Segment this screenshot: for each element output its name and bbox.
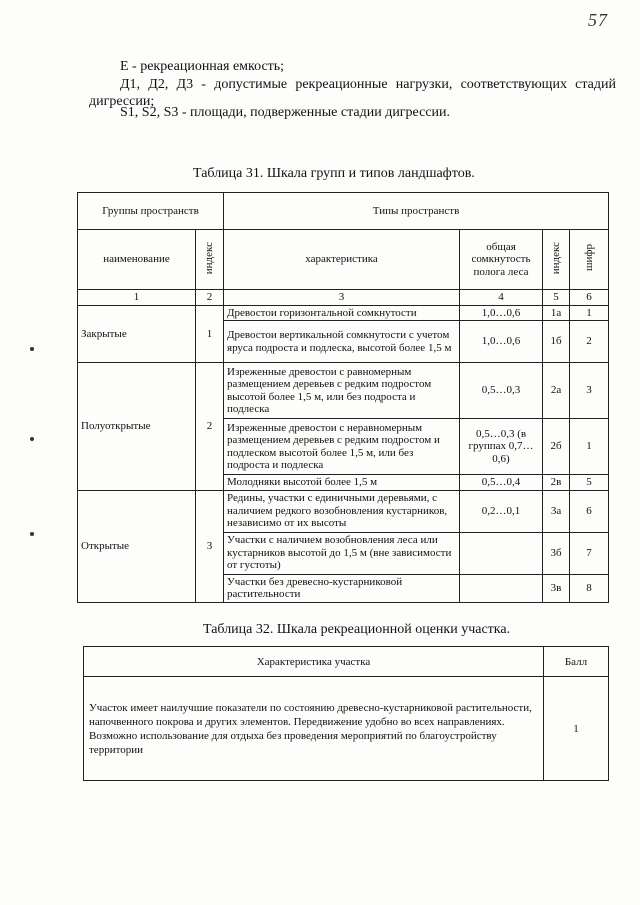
text-line-capacity: E - рекреационная емкость; [120,59,285,74]
row-characteristic: Молодняки высотой более 1,5 м [224,475,460,491]
header-index: индекс [203,241,216,274]
table32-caption: Таблица 32. Шкала рекреационной оценки участка. [203,622,511,637]
header-characteristic: характеристика [224,230,460,290]
table-row [78,363,609,419]
header-name: наименование [78,230,196,290]
row-index: 1а [543,305,570,321]
site-characteristic: Участок имеет наилучшие показатели по состоянию древесно-кустарниковой растительности, напочвенного покрова и других элементов. Передвижение удобно во всех направлениях. Возможно использование для отдыха без проведения мероприятий по благоустройству территории [84,677,544,781]
row-density: 0,5…0,3 (в группах 0,7…0,6) [460,419,543,475]
group-index: 3 [196,490,224,602]
header-site-characteristic: Характеристика участка [84,647,544,677]
row-index: 3б [543,532,570,574]
page-number: 57 [588,10,608,30]
row-characteristic: Изреженные древостои с равномерным размещением деревьев с редким подростом высотой более 1,5 м, или без подроста и подлеска [224,363,460,419]
col-num: 4 [460,290,543,306]
row-code: 6 [570,490,609,532]
row-density [460,532,543,574]
recreation-score-table [83,646,609,781]
group-name: Открытые [78,490,196,602]
row-density: 0,5…0,4 [460,475,543,491]
row-code: 5 [570,475,609,491]
table-row [78,490,609,532]
row-code: 3 [570,363,609,419]
header-density: общая сомкнутость полога леса [460,230,543,290]
text-line-loads: Д1, Д2, Д3 - допустимые рекреационные нагрузки, соответствующих стадий [120,77,616,92]
row-characteristic: Древостои вертикальной сомкнутости с учетом яруса подроста и подлеска, высотой более 1,5 м [224,321,460,363]
header-index2-cell [543,230,570,290]
row-characteristic: Участки с наличием возобновления леса или кустарников высотой до 1,5 м (вне зависимости от густоты) [224,532,460,574]
scan-mark [30,532,34,536]
header-code: шифр [582,244,595,272]
col-num: 5 [543,290,570,306]
row-characteristic: Древостои горизонтальной сомкнутости [224,305,460,321]
row-code: 7 [570,532,609,574]
row-code: 8 [570,574,609,602]
col-num: 3 [224,290,460,306]
landscape-types-table [77,192,609,603]
row-index: 2б [543,419,570,475]
header-index-cell [196,230,224,290]
text-line-digression: дигрессии; [89,94,155,109]
table31-caption: Таблица 31. Шкала групп и типов ландшафтов. [193,166,475,181]
row-code: 1 [570,305,609,321]
row-density: 0,5…0,3 [460,363,543,419]
scan-mark [30,347,34,351]
row-density: 1,0…0,6 [460,321,543,363]
scan-mark [30,437,34,441]
group-name: Полуоткрытые [78,363,196,491]
row-index: 3в [543,574,570,602]
row-characteristic: Участки без древесно-кустарниковой растительности [224,574,460,602]
group-name: Закрытые [78,305,196,363]
header-types: Типы пространств [224,193,609,230]
row-density [460,574,543,602]
row-characteristic: Редины, участки с единичными деревьями, с наличием редкого возобновления кустарников, независимо от их высоты [224,490,460,532]
row-density: 1,0…0,6 [460,305,543,321]
row-index: 2а [543,363,570,419]
table-row [78,305,609,321]
row-index: 3а [543,490,570,532]
row-code: 2 [570,321,609,363]
col-num: 1 [78,290,196,306]
group-index: 1 [196,305,224,363]
header-score: Балл [544,647,609,677]
header-code-cell [570,230,609,290]
column-number-row [78,290,609,306]
table-row [84,677,609,781]
group-index: 2 [196,363,224,491]
row-code: 1 [570,419,609,475]
row-characteristic: Изреженные древостои с неравномерным размещением деревьев с редким подростом и подлеском высотой более 1,5 м, или без подроста и подлеска [224,419,460,475]
row-density: 0,2…0,1 [460,490,543,532]
row-index: 1б [543,321,570,363]
site-score: 1 [544,677,609,781]
text-line-areas: S1, S2, S3 - площади, подверженные стадии дигрессии. [120,105,451,120]
col-num: 2 [196,290,224,306]
col-num: 6 [570,290,609,306]
header-groups: Группы пространств [78,193,224,230]
header-index2: индекс [549,241,562,274]
row-index: 2в [543,475,570,491]
